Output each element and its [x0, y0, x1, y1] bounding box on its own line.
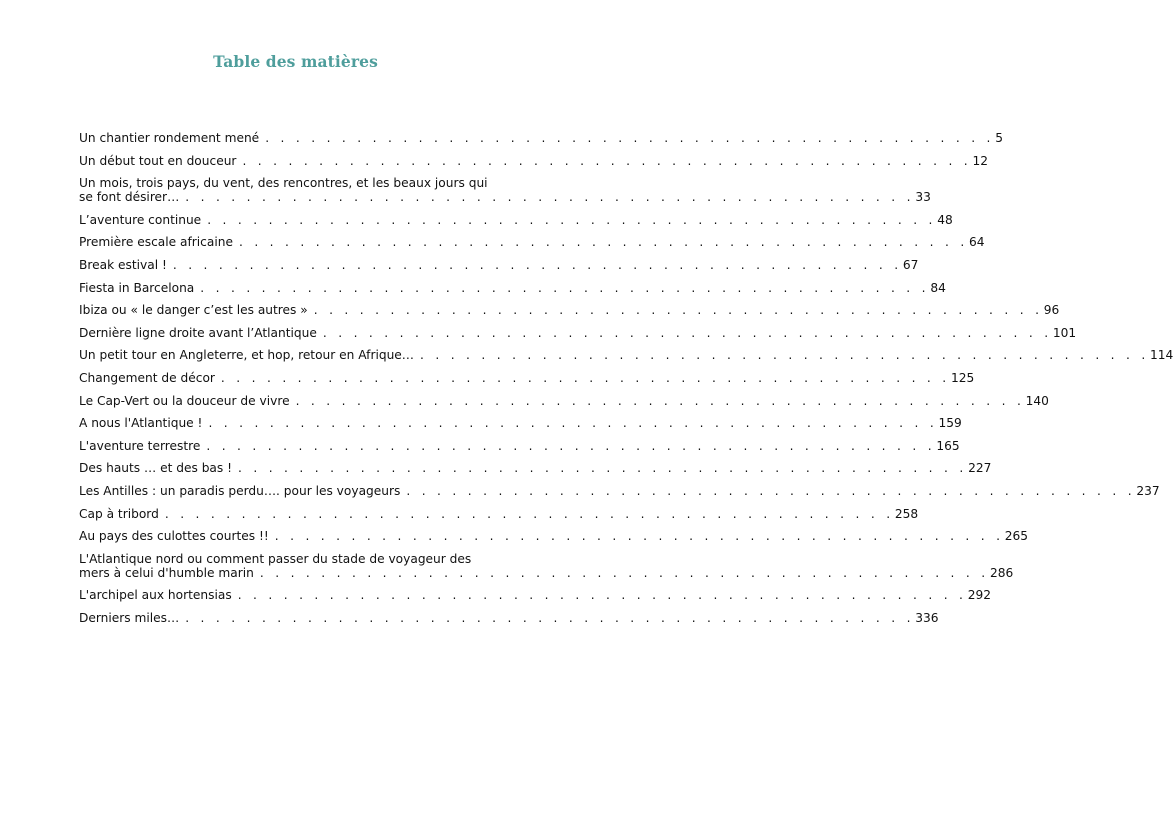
toc-page-number: 292: [967, 588, 991, 603]
toc-entry-title: Fiesta in Barcelona: [79, 280, 195, 295]
toc-page-number: 159: [938, 416, 962, 431]
toc-leader-dots: . . . . . . . . . . . . . . . . . . . . . . . . . . . . . . . . . . . . . . . . . . . . . . . .: [265, 131, 995, 145]
toc-entry-title: Un début tout en douceur: [79, 153, 237, 168]
toc-entry-title: Cap à tribord: [79, 506, 159, 521]
toc-entry[interactable]: [79, 280, 946, 295]
toc-entry-title: Des hauts … et des bas !: [79, 461, 233, 476]
toc-entry[interactable]: [79, 588, 991, 603]
toc-page-number: 265: [1004, 529, 1029, 544]
toc-page-number: 67: [902, 257, 919, 272]
page-title: Table des matières: [213, 52, 378, 71]
toc-leader-dots: . . . . . . . . . . . . . . . . . . . . . . . . . . . . . . . . . . . . . . . . . . . . . . . .: [164, 506, 894, 521]
toc-leader-dots: . . . . . . . . . . . . . . . . . . . . . . . . . . . . . . . . . . . . . . . . . . . . . . . .: [220, 370, 950, 385]
toc-leader-dots: . . . . . . . . . . . . . . . . . . . . . . . . . . . . . . . . . . . . . . . . . . . . . . . .: [172, 257, 902, 272]
toc-entry[interactable]: [79, 348, 1173, 363]
toc-entry-title: Première escale africaine: [79, 235, 233, 250]
toc-leader-dots: . . . . . . . . . . . . . . . . . . . . . . . . . . . . . . . . . . . . . . . . . . . . . . . .: [237, 588, 967, 603]
toc-entry-title: Dernière ligne droite avant l’Atlantique: [79, 325, 317, 340]
toc-page-number: 286: [989, 565, 1014, 580]
toc-entry-title: Changement de décor: [79, 370, 215, 385]
toc-entry[interactable]: [79, 506, 919, 521]
toc-page-number: 33: [915, 190, 931, 205]
toc-leader-dots: . . . . . . . . . . . . . . . . . . . . . . . . . . . . . . . . . . . . . . . . . . . . . . . .: [406, 483, 1136, 498]
toc-entry[interactable]: [79, 257, 919, 272]
toc-leader-dots: . . . . . . . . . . . . . . . . . . . . . . . . . . . . . . . . . . . . . . . . . . . . . . . .: [313, 303, 1043, 318]
toc-page-number: 48: [937, 212, 953, 227]
toc-entry-title: A nous l'Atlantique !: [79, 416, 203, 431]
toc-leader-dots: . . . . . . . . . . . . . . . . . . . . . . . . . . . . . . . . . . . . . . . . . . . . . . . .: [208, 416, 938, 431]
toc-entry-title: Break estival !: [79, 257, 167, 272]
toc-entry-title: L'aventure terrestre: [79, 438, 201, 453]
toc-page-number: 5: [995, 131, 1003, 145]
toc-leader-dots: . . . . . . . . . . . . . . . . . . . . . . . . . . . . . . . . . . . . . . . . . . . . . . . .: [207, 212, 937, 227]
toc-entry[interactable]: [79, 483, 1160, 498]
toc-page-number: 84: [930, 280, 946, 295]
toc-entry[interactable]: [79, 529, 1029, 544]
toc-entry[interactable]: [79, 393, 1049, 408]
toc-page-number: 227: [968, 461, 992, 476]
toc-entry[interactable]: [79, 551, 1014, 580]
toc-entry-title-line1: L'Atlantique nord ou comment passer du stade de voyageur des: [79, 551, 472, 566]
toc-leader-dots: . . . . . . . . . . . . . . . . . . . . . . . . . . . . . . . . . . . . . . . . . . . . . . . .: [259, 565, 989, 580]
toc-entry-title-line2: se font désirer…: [79, 190, 180, 205]
toc-page-number: 258: [894, 506, 919, 521]
toc-entry-title-line1: Un mois, trois pays, du vent, des rencontres, et les beaux jours qui: [79, 176, 488, 191]
toc-page-number: 165: [936, 438, 960, 453]
toc-page-number: 336: [915, 610, 939, 625]
toc-leader-dots: . . . . . . . . . . . . . . . . . . . . . . . . . . . . . . . . . . . . . . . . . . . . . . . .: [238, 235, 969, 250]
toc-leader-dots: . . . . . . . . . . . . . . . . . . . . . . . . . . . . . . . . . . . . . . . . . . . . . . . .: [322, 325, 1052, 340]
toc-leader-dots: . . . . . . . . . . . . . . . . . . . . . . . . . . . . . . . . . . . . . . . . . . . . . . . .: [274, 529, 1004, 544]
toc-entry[interactable]: [79, 303, 1060, 318]
toc-leader-dots: . . . . . . . . . . . . . . . . . . . . . . . . . . . . . . . . . . . . . . . . . . . . . . . .: [206, 438, 936, 453]
toc-entry-title: Le Cap-Vert ou la douceur de vivre: [79, 393, 290, 408]
toc-entry-title-line2: mers à celui d'humble marin: [79, 565, 254, 580]
toc-entry-title: L'archipel aux hortensias: [79, 588, 232, 603]
toc-entry-title: Un chantier rondement mené: [79, 131, 260, 145]
toc-entry[interactable]: [79, 153, 988, 168]
toc-leader-dots: . . . . . . . . . . . . . . . . . . . . . . . . . . . . . . . . . . . . . . . . . . . . . . . .: [420, 348, 1150, 363]
toc-entry[interactable]: [79, 416, 962, 431]
table-of-contents: [79, 131, 1173, 633]
toc-entry[interactable]: [79, 131, 1003, 145]
toc-entry[interactable]: [79, 235, 985, 250]
toc-leader-dots: . . . . . . . . . . . . . . . . . . . . . . . . . . . . . . . . . . . . . . . . . . . . . . . .: [185, 190, 915, 205]
toc-page-number: 64: [969, 235, 985, 250]
toc-entry-title: Un petit tour en Angleterre, et hop, retour en Afrique…: [79, 348, 414, 363]
toc-entry[interactable]: [79, 370, 975, 385]
toc-page-number: 125: [950, 370, 975, 385]
toc-page-number: 114: [1150, 348, 1173, 363]
toc-entry[interactable]: [79, 461, 992, 476]
toc-leader-dots: . . . . . . . . . . . . . . . . . . . . . . . . . . . . . . . . . . . . . . . . . . . . . . . .: [238, 461, 968, 476]
toc-page-number: 237: [1136, 483, 1160, 498]
toc-leader-dots: . . . . . . . . . . . . . . . . . . . . . . . . . . . . . . . . . . . . . . . . . . . . . . . .: [200, 280, 930, 295]
toc-leader-dots: . . . . . . . . . . . . . . . . . . . . . . . . . . . . . . . . . . . . . . . . . . . . . . . .: [295, 393, 1025, 408]
toc-entry[interactable]: [79, 438, 960, 453]
toc-page-number: 12: [972, 153, 988, 168]
toc-entry-title: Les Antilles : un paradis perdu…. pour les voyageurs: [79, 483, 401, 498]
toc-leader-dots: . . . . . . . . . . . . . . . . . . . . . . . . . . . . . . . . . . . . . . . . . . . . . . . .: [242, 153, 972, 168]
toc-entry-title: Au pays des culottes courtes !!: [79, 529, 269, 544]
toc-entry-title: Ibiza ou « le danger c’est les autres »: [79, 303, 308, 318]
toc-entry[interactable]: [79, 325, 1077, 340]
toc-entry-title: Derniers miles…: [79, 610, 180, 625]
toc-page-number: 96: [1043, 303, 1060, 318]
toc-entry[interactable]: [79, 176, 931, 205]
toc-entry[interactable]: [79, 212, 953, 227]
toc-entry[interactable]: [79, 610, 939, 625]
toc-leader-dots: . . . . . . . . . . . . . . . . . . . . . . . . . . . . . . . . . . . . . . . . . . . . . . . .: [185, 610, 915, 625]
toc-entry-title: L’aventure continue: [79, 212, 202, 227]
toc-page-number: 101: [1052, 325, 1077, 340]
toc-page-number: 140: [1025, 393, 1049, 408]
